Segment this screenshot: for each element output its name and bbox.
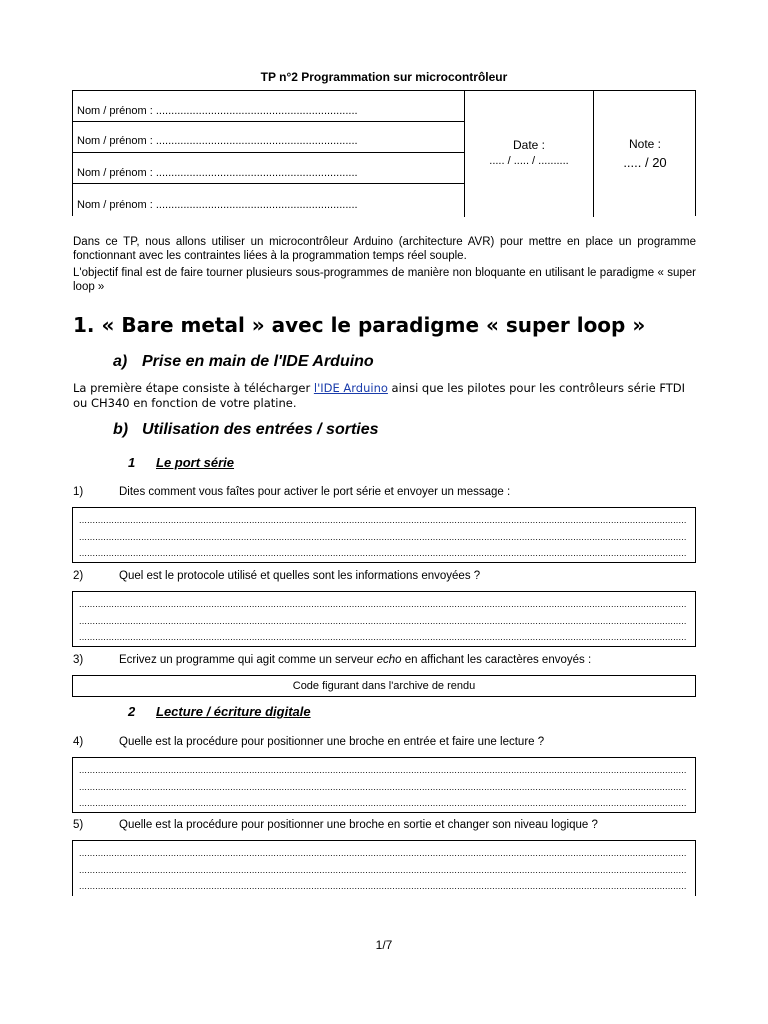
heading-title: Lecture / écriture digitale (156, 704, 311, 719)
echo-term: echo (376, 654, 402, 666)
answer-line: ................................................................................................................................................................................................................................. (79, 881, 687, 891)
section-1-heading: 1. « Bare metal » avec le paradigme « super loop » (73, 313, 646, 337)
name-field[interactable]: Nom / prénom : .................................................................. (77, 199, 358, 211)
heading-number: 2 (128, 704, 136, 719)
question-number: 3) (73, 654, 84, 666)
student-info-table (72, 90, 696, 216)
question-number: 4) (73, 736, 84, 748)
ide-paragraph (73, 381, 696, 411)
question-text-part: Ecrivez un programme qui agit comme un serveur (119, 654, 377, 666)
page-number: 1/7 (375, 938, 393, 952)
answer-line: ................................................................................................................................................................................................................................. (79, 599, 687, 609)
subsection-title: Prise en main de l'IDE Arduino (142, 353, 374, 370)
answer-line: ................................................................................................................................................................................................................................. (79, 765, 687, 775)
name-row (73, 184, 465, 217)
answer-line: ................................................................................................................................................................................................................................. (79, 865, 687, 875)
date-label: Date : (512, 138, 545, 152)
question-number: 5) (73, 819, 84, 831)
name-field[interactable]: Nom / prénom : .................................................................. (77, 105, 358, 117)
date-cell (465, 91, 594, 217)
answer-line: ................................................................................................................................................................................................................................. (79, 848, 687, 858)
answer-line: ................................................................................................................................................................................................................................. (79, 798, 687, 808)
port-serie-heading (128, 455, 234, 470)
answer-box-2[interactable] (72, 591, 696, 647)
date-field[interactable]: ..... / ..... / .......... (489, 155, 569, 167)
arduino-ide-link[interactable]: l'IDE Arduino (313, 381, 388, 395)
ide-text: ainsi que les pilotes pour les contrôleurs série FTDI ou CH340 en fonction de votre platine. (73, 381, 686, 410)
name-field[interactable]: Nom / prénom : .................................................................. (77, 135, 358, 147)
name-row (73, 153, 465, 184)
question-text: Quel est le protocole utilisé et quelles sont les informations envoyées ? (119, 570, 481, 582)
answer-line: ................................................................................................................................................................................................................................. (79, 532, 687, 542)
objective-paragraph: L'objectif final est de faire tourner plusieurs sous-programmes de manière non bloquante en utilisant le paradigme « super loop » (73, 267, 696, 293)
question-text: Quelle est la procédure pour positionner une broche en sortie et changer son niveau logique ? (119, 819, 598, 831)
answer-line: ................................................................................................................................................................................................................................. (79, 632, 687, 642)
name-row (73, 122, 465, 153)
question-text: Dites comment vous faîtes pour activer le port série et envoyer un message : (119, 486, 511, 498)
answer-line: ................................................................................................................................................................................................................................. (79, 515, 687, 525)
digital-io-heading (128, 704, 311, 719)
question-number: 1) (73, 486, 84, 498)
subsection-a-heading (113, 353, 374, 371)
answer-box-1[interactable] (72, 507, 696, 563)
subsection-title: Utilisation des entrées / sorties (142, 421, 379, 438)
answer-box-4[interactable] (72, 757, 696, 813)
subsection-letter: b) (113, 421, 129, 438)
ide-text: La première étape consiste à télécharger (73, 381, 314, 395)
student-names (73, 91, 465, 217)
answer-line: ................................................................................................................................................................................................................................. (79, 782, 687, 792)
question-text: Quelle est la procédure pour positionner une broche en entrée et faire une lecture ? (119, 736, 545, 748)
answer-line: ................................................................................................................................................................................................................................. (79, 616, 687, 626)
name-row (73, 91, 465, 122)
note-label: Note : (628, 137, 661, 151)
subsection-b-heading (113, 421, 379, 439)
answer-box-5[interactable] (72, 840, 696, 896)
name-field[interactable]: Nom / prénom : .................................................................. (77, 167, 358, 179)
question-text-part: en affichant les caractères envoyés : (401, 654, 592, 666)
answer-line: ................................................................................................................................................................................................................................. (79, 548, 687, 558)
note-field[interactable]: ..... / 20 (623, 155, 667, 170)
heading-title: Le port série (156, 455, 235, 470)
document-title: TP n°2 Programmation sur microcontrôleur (260, 70, 508, 84)
heading-number: 1 (128, 455, 136, 470)
question-number: 2) (73, 570, 84, 582)
note-cell (594, 91, 696, 217)
subsection-letter: a) (113, 353, 128, 370)
code-archive-box: Code figurant dans l'archive de rendu (72, 675, 696, 697)
question-text (119, 654, 591, 666)
intro-paragraph: Dans ce TP, nous allons utiliser un microcontrôleur Arduino (architecture AVR) pour mettre en place un programme fonctionnant avec les contraintes liées à la programmation temps réel souple. (73, 236, 696, 262)
